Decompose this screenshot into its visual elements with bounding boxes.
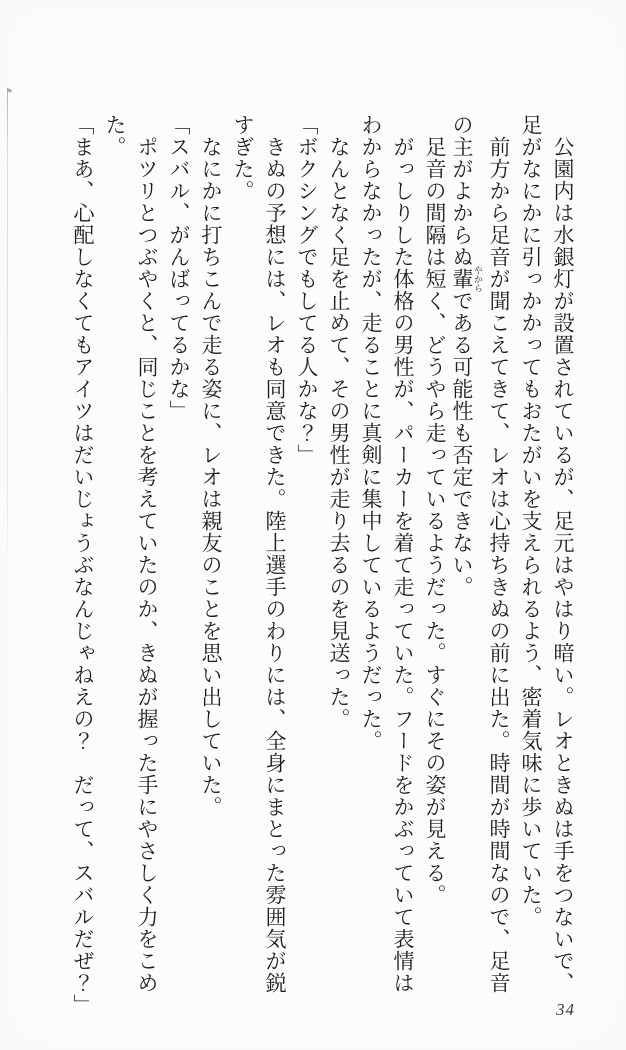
page-number: 34 — [556, 1000, 575, 1019]
text-column: きぬの予想には、レオも同意できた。陸上選手のわりには、全身にまとった雰囲気が鋭 — [263, 114, 287, 994]
text-column: がっしりした体格の男性が、パーカーを着て走っていた。フードをかぶっていて表情は — [391, 114, 415, 994]
ruby-base: 輩 — [450, 265, 474, 293]
text-column: なんとなく足を止めて、その男性が走り去るのを見送った。 — [327, 114, 351, 730]
scan-gutter-line — [7, 88, 8, 550]
text-column: わからなかったが、走ることに真剣に集中しているようだった。 — [359, 114, 383, 752]
text-column: なにかに打ちこんで走る姿に、レオは親友のことを思い出していた。 — [199, 114, 223, 818]
text-column-dialogue: 「ボクシングでもしてる人かな？」 — [295, 114, 319, 466]
text-column: 前方から足音が聞こえてきて、レオは心持ちきぬの前に出た。時間が時間なので、足音 — [487, 114, 511, 994]
text-run: である可能性も否定できない。 — [450, 290, 474, 598]
ruby-annotation — [450, 265, 483, 293]
text-column: 足がなにかに引っかかってもおたがいを支えられるよう、密着気味に歩いていた。 — [519, 114, 543, 928]
text-run: の主がよからぬ — [450, 114, 474, 268]
text-column: ポツリとつぶやくと、同じことを考えていたのか、きぬが握った手にやさしく力をこめ — [135, 114, 159, 994]
text-column: た。 — [103, 114, 127, 158]
ruby-furigana: やから — [473, 265, 483, 293]
text-column-dialogue: 「スバル、がんばってるかな」 — [167, 114, 191, 422]
text-column-dialogue: 「まあ、心配しなくてもアイツはだいじょうぶなんじゃねえの？ だって、スバルだぜ？」 — [71, 114, 95, 1016]
text-column-with-furigana — [451, 114, 483, 996]
text-column: 足音の間隔は短く、どうやら走っているようだった。すぐにその姿が見える。 — [423, 114, 447, 906]
text-column: すぎた。 — [231, 114, 255, 202]
text-column: 公園内は水銀灯が設置されているが、足元はやはり暗い。レオときぬは手をつないで、 — [551, 114, 575, 994]
